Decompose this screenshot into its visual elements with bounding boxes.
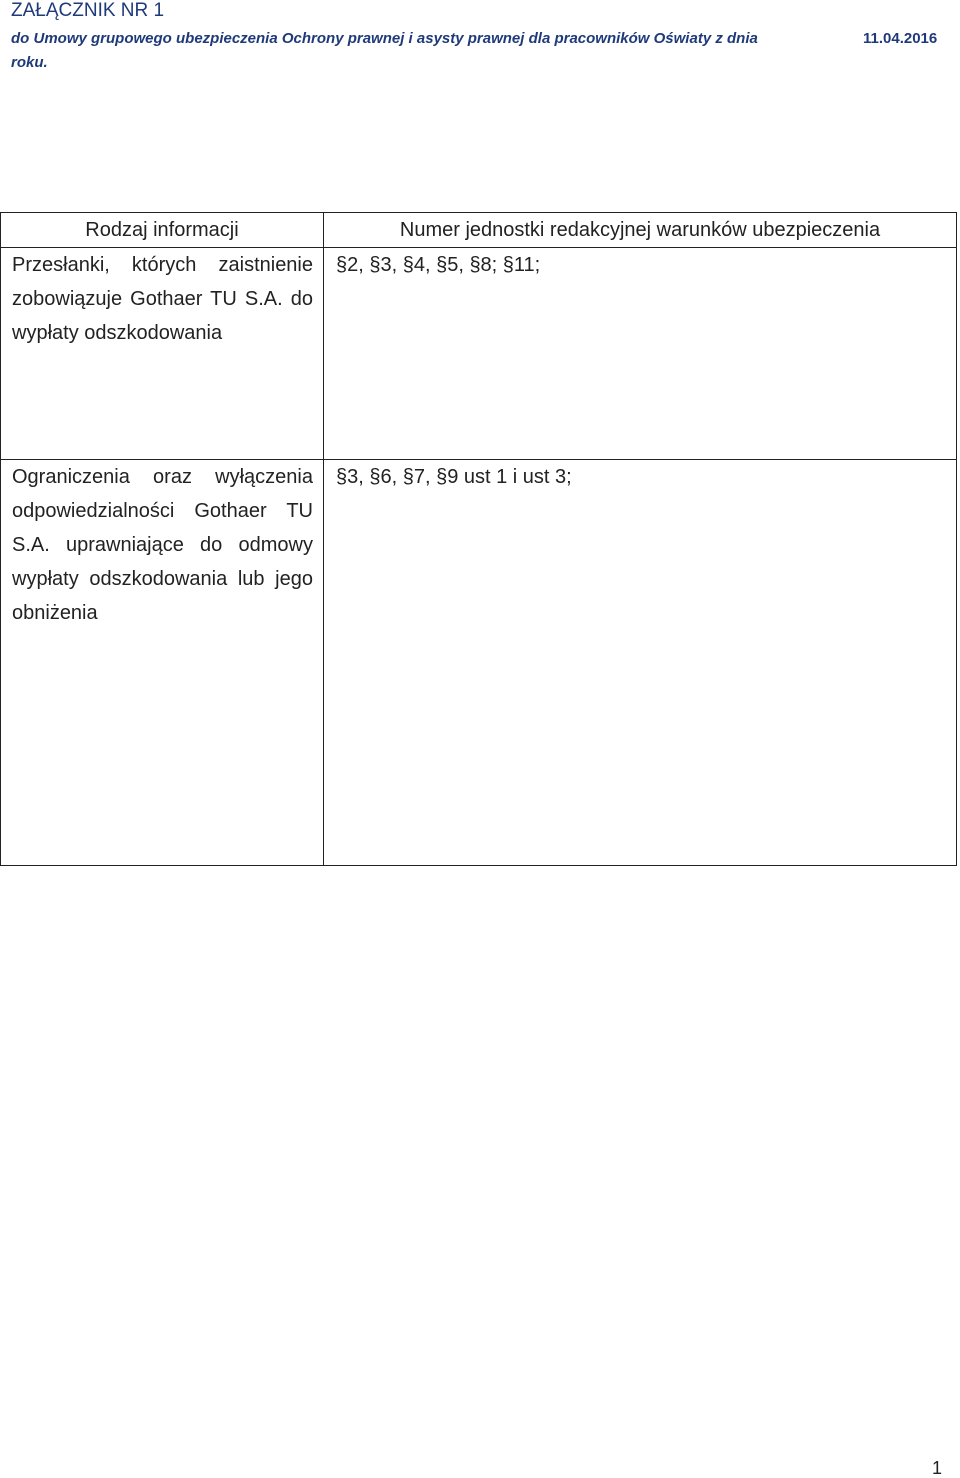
row-info-conditions: Przesłanki, których zaistnienie zobowiązuje Gothaer TU S.A. do wypłaty odszkodowania — [1, 248, 324, 460]
table-header-row — [1, 213, 957, 248]
table-row — [1, 248, 957, 460]
table-row — [1, 460, 957, 866]
header-unit-number: Numer jednostki redakcyjnej warunków ubezpieczenia — [324, 213, 957, 248]
information-table — [0, 212, 957, 866]
row-units-exclusions: §3, §6, §7, §9 ust 1 i ust 3; — [324, 460, 957, 866]
header-info-type: Rodzaj informacji — [1, 213, 324, 248]
document-title: ZAŁĄCZNIK NR 1 — [11, 0, 165, 21]
subtitle-end: roku. — [11, 54, 48, 71]
row-info-exclusions: Ograniczenia oraz wyłączenia odpowiedzialności Gothaer TU S.A. uprawniające do odmowy wypłaty odszkodowania lub jego obniżenia — [1, 460, 324, 866]
row-units-conditions: §2, §3, §4, §5, §8; §11; — [324, 248, 957, 460]
document-subtitle — [11, 27, 951, 75]
page-number: 1 — [932, 1458, 943, 1478]
agreement-date: 11.04.2016 — [863, 30, 938, 47]
subtitle-text: do Umowy grupowego ubezpieczenia Ochrony prawnej i asysty prawnej dla pracowników Oświaty z dnia — [11, 30, 758, 47]
